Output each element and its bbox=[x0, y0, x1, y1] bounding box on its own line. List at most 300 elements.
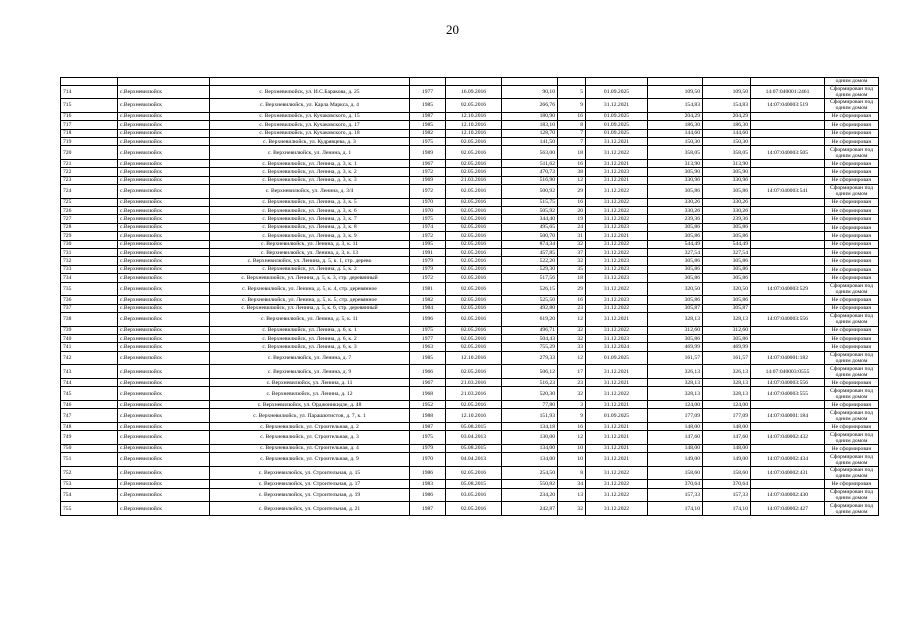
value-b-cell: 109,50 bbox=[703, 85, 751, 99]
area-cell: 619,20 bbox=[502, 312, 558, 326]
table-row bbox=[61, 112, 879, 120]
settlement-cell: с.Верхневилюйск bbox=[118, 326, 210, 334]
land-status-cell: Не сформирован bbox=[825, 480, 879, 488]
flats-count-cell: 9 bbox=[558, 409, 586, 423]
address-cell: с. Верхневилюйск, ул. Ленина, д. 11 bbox=[210, 378, 410, 386]
planned-date-cell: 31.12.2022 bbox=[586, 480, 648, 488]
value-b-cell: 305,86 bbox=[703, 232, 751, 240]
table-row bbox=[61, 215, 879, 223]
planned-date-cell: 31.12.2022 bbox=[586, 185, 648, 199]
build-year-cell: 1985 bbox=[410, 121, 446, 129]
land-status-cell: Не сформирован bbox=[825, 159, 879, 167]
planned-date-cell: 31.12.2022 bbox=[586, 207, 648, 215]
table-row bbox=[61, 265, 879, 273]
value-a-cell: 239,36 bbox=[648, 215, 703, 223]
table-row bbox=[61, 453, 879, 467]
area-cell: 279,33 bbox=[502, 351, 558, 365]
planned-date-cell: 31.12.2021 bbox=[586, 378, 648, 386]
value-b-cell: 327,54 bbox=[703, 249, 751, 257]
cadastral-number-cell bbox=[751, 265, 825, 273]
flats-count-cell: 32 bbox=[558, 387, 586, 401]
build-year-cell: 1952 bbox=[410, 400, 446, 408]
area-cell: 506,12 bbox=[502, 365, 558, 379]
flats-count-cell: 12 bbox=[558, 431, 586, 445]
table-row bbox=[61, 185, 879, 199]
area-cell: 517,56 bbox=[502, 274, 558, 282]
planned-date-cell: 31.12.2022 bbox=[586, 198, 648, 206]
table-row bbox=[61, 249, 879, 257]
cadastral-number-cell bbox=[751, 121, 825, 129]
flats-count-cell: 13 bbox=[558, 488, 586, 502]
build-year-cell: 1979 bbox=[410, 265, 446, 273]
area-cell: 77,80 bbox=[502, 400, 558, 408]
address-cell: с. Верхневилюйск, ул. Ленина, д. 9 bbox=[210, 365, 410, 379]
value-a-cell: 204,29 bbox=[648, 112, 703, 120]
area-cell: 151,93 bbox=[502, 409, 558, 423]
address-cell: с. Верхневилюйск, ул. Строительная, д. 4 bbox=[210, 444, 410, 452]
land-status-cell: Не сформирован bbox=[825, 296, 879, 304]
value-a-cell: 305,86 bbox=[648, 274, 703, 282]
survey-date-cell: 12.10.2016 bbox=[446, 409, 502, 423]
housing-register-table bbox=[60, 77, 879, 516]
value-b-cell: 305,90 bbox=[703, 168, 751, 176]
survey-date-cell: 03.05.2016 bbox=[446, 488, 502, 502]
table-row bbox=[61, 387, 879, 401]
land-status-cell: Не сформирован bbox=[825, 121, 879, 129]
address-cell: с. Верхневилюйск, ул. Ленина, д. 5, к. 2 bbox=[210, 265, 410, 273]
table-row bbox=[61, 502, 879, 516]
value-a-cell: 186,30 bbox=[648, 121, 703, 129]
address-cell: с. Верхневилюйск, ул. Ленина, д. 3, к. 2 bbox=[210, 168, 410, 176]
land-status-cell: Не сформирован bbox=[825, 274, 879, 282]
flats-count-cell: 34 bbox=[558, 480, 586, 488]
build-year-cell: 1970 bbox=[410, 207, 446, 215]
flats-count-cell: 29 bbox=[558, 185, 586, 199]
row-number: 726 bbox=[61, 207, 118, 215]
value-b-cell: 148,00 bbox=[703, 422, 751, 430]
value-b-cell: 328,13 bbox=[703, 378, 751, 386]
area-cell: 242,87 bbox=[502, 502, 558, 516]
survey-date-cell: 02.05.2016 bbox=[446, 304, 502, 312]
address-cell: с. Верхневилюйск, ул. Ленина, д. 3, к. 5 bbox=[210, 198, 410, 206]
value-a-cell: 305,86 bbox=[648, 232, 703, 240]
area-cell: 344,40 bbox=[502, 215, 558, 223]
area-cell: 128,70 bbox=[502, 129, 558, 137]
land-status-cell: Не сформирован bbox=[825, 176, 879, 184]
table-row bbox=[61, 334, 879, 342]
area-cell: 526,15 bbox=[502, 282, 558, 296]
table-row bbox=[61, 257, 879, 265]
build-year-cell: 1987 bbox=[410, 502, 446, 516]
cadastral-number-cell bbox=[751, 137, 825, 145]
row-number: 730 bbox=[61, 240, 118, 248]
land-status-cell: Не сформирован bbox=[825, 232, 879, 240]
build-year-cell: 1991 bbox=[410, 249, 446, 257]
cadastral-number-cell: 14:07:040003:556 bbox=[751, 312, 825, 326]
address-cell: с. Верхневилюйск, ул. Ленина, д. 6, к. 1 bbox=[210, 326, 410, 334]
survey-date-cell: 21.03.2016 bbox=[446, 176, 502, 184]
area-cell: 266,76 bbox=[502, 99, 558, 113]
row-number: 746 bbox=[61, 400, 118, 408]
survey-date-cell: 02.05.2016 bbox=[446, 168, 502, 176]
row-number: 752 bbox=[61, 466, 118, 480]
cadastral-number-cell: 14:07:040002:430 bbox=[751, 488, 825, 502]
address-cell: с. Верхневилюйск, ул. Кудрявцева, д. 3 bbox=[210, 137, 410, 145]
settlement-cell: с.Верхневилюйск bbox=[118, 240, 210, 248]
row-number: 714 bbox=[61, 85, 118, 99]
survey-date-cell: 04.04.2013 bbox=[446, 453, 502, 467]
table-row bbox=[61, 326, 879, 334]
planned-date-cell: 01.09.2025 bbox=[586, 121, 648, 129]
row-number: 720 bbox=[61, 146, 118, 160]
land-status-cell: Сформирован под одним домом bbox=[825, 488, 879, 502]
value-a-cell: 147,60 bbox=[648, 431, 703, 445]
address-cell: с. Верхневилюйск, ул. Ленина, д. 6, к. 3 bbox=[210, 343, 410, 351]
address-cell: с. Верхневилюйск, ул. Строительная, д. 3 bbox=[210, 431, 410, 445]
settlement-cell: с.Верхневилюйск bbox=[118, 387, 210, 401]
survey-date-cell: 02.05.2016 bbox=[446, 312, 502, 326]
row-number: 728 bbox=[61, 223, 118, 231]
flats-count-cell: 37 bbox=[558, 249, 586, 257]
row-number: 745 bbox=[61, 387, 118, 401]
settlement-cell: с.Верхневилюйск bbox=[118, 168, 210, 176]
address-cell: с. Верхневилюйск, ул. Ленина, д. 3, к. 11 bbox=[210, 240, 410, 248]
survey-date-cell: 05.08.2015 bbox=[446, 480, 502, 488]
flats-count-cell: 38 bbox=[558, 168, 586, 176]
address-cell: с. Верхневилюйск, ул. Строительная, д. 15 bbox=[210, 466, 410, 480]
flats-count-cell: 23 bbox=[558, 304, 586, 312]
value-b-cell: 305,87 bbox=[703, 304, 751, 312]
table-row bbox=[61, 223, 879, 231]
build-year-cell: 1979 bbox=[410, 444, 446, 452]
flats-count-cell: 16 bbox=[558, 422, 586, 430]
table-row bbox=[61, 480, 879, 488]
address-cell: с. Верхневилюйск, ул. Ленина, д. 5, к. 6, стр. деревянный bbox=[210, 304, 410, 312]
planned-date-cell: 31.12.2021 bbox=[586, 99, 648, 113]
table-row bbox=[61, 282, 879, 296]
value-b-cell: 370,64 bbox=[703, 480, 751, 488]
area-cell: 755,29 bbox=[502, 343, 558, 351]
flats-count-cell: 32 bbox=[558, 502, 586, 516]
survey-date-cell: 03.04.2013 bbox=[446, 431, 502, 445]
land-status-cell: Не сформирован bbox=[825, 223, 879, 231]
cadastral-number-cell: 14:07:040002:427 bbox=[751, 502, 825, 516]
value-b-cell: 161,57 bbox=[703, 351, 751, 365]
value-a-cell: 313,90 bbox=[648, 159, 703, 167]
cadastral-number-cell bbox=[751, 112, 825, 120]
table-row bbox=[61, 431, 879, 445]
survey-date-cell: 02.05.2016 bbox=[446, 249, 502, 257]
settlement-cell: с.Верхневилюйск bbox=[118, 444, 210, 452]
settlement-cell: с.Верхневилюйск bbox=[118, 304, 210, 312]
row-number: 723 bbox=[61, 176, 118, 184]
value-a-cell: 330,26 bbox=[648, 207, 703, 215]
flats-count-cell: 32 bbox=[558, 326, 586, 334]
area-cell: 180,90 bbox=[502, 112, 558, 120]
value-b-cell: 157,33 bbox=[703, 488, 751, 502]
land-status-cell: Сформирован под одним домом bbox=[825, 312, 879, 326]
survey-date-cell: 02.05.2016 bbox=[446, 146, 502, 160]
area-cell: 234,20 bbox=[502, 488, 558, 502]
value-b-cell: 469,99 bbox=[703, 343, 751, 351]
build-year-cell: 1985 bbox=[410, 351, 446, 365]
survey-date-cell: 02.05.2016 bbox=[446, 232, 502, 240]
flats-count-cell: 24 bbox=[558, 223, 586, 231]
planned-date-cell: 31.12.2022 bbox=[586, 282, 648, 296]
cadastral-number-cell bbox=[751, 215, 825, 223]
land-status-cell: Не сформирован bbox=[825, 334, 879, 342]
area-cell: 511,62 bbox=[502, 159, 558, 167]
planned-date-cell: 01.09.2025 bbox=[586, 129, 648, 137]
cadastral-number-cell bbox=[751, 257, 825, 265]
land-status-cell: Сформирован под одним домом bbox=[825, 85, 879, 99]
build-year-cell: 1996 bbox=[410, 312, 446, 326]
row-number: 749 bbox=[61, 431, 118, 445]
survey-date-cell: 02.05.2016 bbox=[446, 400, 502, 408]
settlement-cell: с.Верхневилюйск bbox=[118, 265, 210, 273]
cadastral-number-cell bbox=[751, 400, 825, 408]
cadastral-number-cell bbox=[751, 422, 825, 430]
planned-date-cell: 31.12.2022 bbox=[586, 240, 648, 248]
row-number: 735 bbox=[61, 282, 118, 296]
row-number: 755 bbox=[61, 502, 118, 516]
address-cell: с. Верхневилюйск, ул. Ленина, д. 5, к. 5, стр. деревянное bbox=[210, 296, 410, 304]
survey-date-cell: 02.05.2016 bbox=[446, 466, 502, 480]
land-status-cell: Не сформирован bbox=[825, 343, 879, 351]
cadastral-number-cell: 14:07:040003:505 bbox=[751, 146, 825, 160]
table-row bbox=[61, 129, 879, 137]
survey-date-cell: 02.05.2016 bbox=[446, 282, 502, 296]
area-cell: 457,85 bbox=[502, 249, 558, 257]
value-b-cell: 358,05 bbox=[703, 146, 751, 160]
cadastral-number-cell bbox=[751, 480, 825, 488]
table-row bbox=[61, 304, 879, 312]
settlement-cell: с.Верхневилюйск bbox=[118, 185, 210, 199]
table-row bbox=[61, 207, 879, 215]
cadastral-number-cell bbox=[751, 176, 825, 184]
table-row bbox=[61, 176, 879, 184]
build-year-cell: 1969 bbox=[410, 176, 446, 184]
area-cell: 183,10 bbox=[502, 121, 558, 129]
row-number: 754 bbox=[61, 488, 118, 502]
value-a-cell: 177,09 bbox=[648, 409, 703, 423]
table-row bbox=[61, 232, 879, 240]
value-a-cell: 328,13 bbox=[648, 312, 703, 326]
value-b-cell: 124,00 bbox=[703, 400, 751, 408]
settlement-cell: с.Верхневилюйск bbox=[118, 296, 210, 304]
planned-date-cell: 31.12.2021 bbox=[586, 422, 648, 430]
row-number: 748 bbox=[61, 422, 118, 430]
cadastral-number-cell: 14:07:040002:431 bbox=[751, 466, 825, 480]
row-number: 750 bbox=[61, 444, 118, 452]
survey-date-cell: 21.03.2016 bbox=[446, 387, 502, 401]
table-row bbox=[61, 422, 879, 430]
settlement-cell: с.Верхневилюйск bbox=[118, 409, 210, 423]
flats-count-cell: 8 bbox=[558, 466, 586, 480]
flats-count-cell: 9 bbox=[558, 99, 586, 113]
land-status-cell: Не сформирован bbox=[825, 240, 879, 248]
row-number: 747 bbox=[61, 409, 118, 423]
build-year-cell: 1986 bbox=[410, 488, 446, 502]
land-status-cell: Сформирован под одним домом bbox=[825, 282, 879, 296]
value-b-cell: 177,09 bbox=[703, 409, 751, 423]
value-b-cell: 326,13 bbox=[703, 365, 751, 379]
cadastral-number-cell bbox=[751, 444, 825, 452]
value-a-cell: 174,10 bbox=[648, 502, 703, 516]
area-cell: 496,71 bbox=[502, 326, 558, 334]
address-cell: с. Верхневилюйск, ул. Строительная, д. 19 bbox=[210, 488, 410, 502]
cadastral-number-cell bbox=[751, 343, 825, 351]
table-row bbox=[61, 444, 879, 452]
table-row bbox=[61, 378, 879, 386]
land-status-cell: Сформирован под одним домом bbox=[825, 453, 879, 467]
planned-date-cell: 31.12.2023 bbox=[586, 265, 648, 273]
address-cell: с. Верхневилюйск, ул. Парашютистов, д. 7, к. 1 bbox=[210, 409, 410, 423]
table-row bbox=[61, 85, 879, 99]
build-year-cell: 1972 bbox=[410, 168, 446, 176]
address-cell: с. Верхневилюйск, ул. И.С.Баракова, д. 25 bbox=[210, 85, 410, 99]
cadastral-number-cell: 14:07:040003:556 bbox=[751, 378, 825, 386]
value-a-cell: 330,96 bbox=[648, 176, 703, 184]
settlement-cell: с.Верхневилюйск bbox=[118, 282, 210, 296]
flats-count-cell: 16 bbox=[558, 296, 586, 304]
table-row bbox=[61, 137, 879, 145]
settlement-cell: с.Верхневилюйск bbox=[118, 232, 210, 240]
row-number: 737 bbox=[61, 304, 118, 312]
page-number: 20 bbox=[446, 22, 459, 37]
row-number: 721 bbox=[61, 159, 118, 167]
value-a-cell: 544,49 bbox=[648, 240, 703, 248]
area-cell: 525,50 bbox=[502, 296, 558, 304]
value-a-cell: 109,50 bbox=[648, 85, 703, 99]
settlement-cell: с.Верхневилюйск bbox=[118, 334, 210, 342]
row-number: 753 bbox=[61, 480, 118, 488]
planned-date-cell: 31.12.2023 bbox=[586, 257, 648, 265]
flats-count-cell: 29 bbox=[558, 282, 586, 296]
planned-date-cell: 31.12.2024 bbox=[586, 343, 648, 351]
address-cell: с. Верхневилюйск, ул. Орджоникидзе, д. 48 bbox=[210, 400, 410, 408]
build-year-cell: 1975 bbox=[410, 431, 446, 445]
build-year-cell: 1982 bbox=[410, 296, 446, 304]
address-cell: с. Верхневилюйск, ул. Строительная, д. 9 bbox=[210, 453, 410, 467]
land-status-cell: Сформирован под одним домом bbox=[825, 409, 879, 423]
area-cell: 516,90 bbox=[502, 176, 558, 184]
build-year-cell: 1984 bbox=[410, 304, 446, 312]
survey-date-cell: 02.05.2016 bbox=[446, 207, 502, 215]
planned-date-cell: 31.12.2023 bbox=[586, 274, 648, 282]
flats-count-cell: 12 bbox=[558, 312, 586, 326]
row-number: 751 bbox=[61, 453, 118, 467]
survey-date-cell: 16.09.2016 bbox=[446, 85, 502, 99]
land-status-cell: Сформирован под одним домом bbox=[825, 185, 879, 199]
survey-date-cell: 02.05.2016 bbox=[446, 326, 502, 334]
value-a-cell: 161,57 bbox=[648, 351, 703, 365]
build-year-cell: 1985 bbox=[410, 99, 446, 113]
address-cell: с. Верхневилюйск, ул. Ленина, д. 3, к. 7 bbox=[210, 215, 410, 223]
land-status-cell: Сформирован под одним домом bbox=[825, 466, 879, 480]
planned-date-cell: 31.12.2023 bbox=[586, 223, 648, 231]
cadastral-number-cell: 14:07:040003:541 bbox=[751, 185, 825, 199]
cadastral-number-cell bbox=[751, 240, 825, 248]
survey-date-cell: 02.05.2016 bbox=[446, 502, 502, 516]
value-a-cell: 149,00 bbox=[648, 453, 703, 467]
settlement-cell: с.Верхневилюйск bbox=[118, 488, 210, 502]
land-status-cell: Не сформирован bbox=[825, 137, 879, 145]
area-cell: 515,75 bbox=[502, 198, 558, 206]
survey-date-cell: 02.05.2016 bbox=[446, 343, 502, 351]
settlement-cell: с.Верхневилюйск bbox=[118, 378, 210, 386]
row-number: 722 bbox=[61, 168, 118, 176]
area-cell: 470,73 bbox=[502, 168, 558, 176]
row-number: 715 bbox=[61, 99, 118, 113]
value-a-cell: 305,86 bbox=[648, 296, 703, 304]
cadastral-number-cell bbox=[751, 334, 825, 342]
area-cell: 134,18 bbox=[502, 422, 558, 430]
settlement-cell: с.Верхневилюйск bbox=[118, 502, 210, 516]
planned-date-cell: 31.12.2022 bbox=[586, 488, 648, 502]
planned-date-cell: 31.12.2022 bbox=[586, 326, 648, 334]
address-cell: с. Верхневилюйск, ул. Строительная, д. 21 bbox=[210, 502, 410, 516]
table-row bbox=[61, 312, 879, 326]
planned-date-cell: 31.12.2022 bbox=[586, 304, 648, 312]
address-cell: с. Верхневилюйск, ул. Ленина, д. 3, к. 9 bbox=[210, 232, 410, 240]
build-year-cell: 1975 bbox=[410, 215, 446, 223]
build-year-cell: 1977 bbox=[410, 85, 446, 99]
planned-date-cell: 31.12.2021 bbox=[586, 365, 648, 379]
settlement-cell: с.Верхневилюйск bbox=[118, 198, 210, 206]
table-row bbox=[61, 159, 879, 167]
settlement-cell: с.Верхневилюйск bbox=[118, 99, 210, 113]
survey-date-cell: 02.05.2016 bbox=[446, 198, 502, 206]
row-number: 732 bbox=[61, 257, 118, 265]
flats-count-cell: 5 bbox=[558, 85, 586, 99]
flats-count-cell: 3 bbox=[558, 400, 586, 408]
value-b-cell: 313,90 bbox=[703, 159, 751, 167]
build-year-cell: 1966 bbox=[410, 365, 446, 379]
build-year-cell: 1974 bbox=[410, 223, 446, 231]
land-status-cell: Сформирован под одним домом bbox=[825, 431, 879, 445]
planned-date-cell: 31.12.2021 bbox=[586, 431, 648, 445]
address-cell: с. Верхневилюйск, ул. Строительная, д. 2 bbox=[210, 422, 410, 430]
flats-count-cell: 35 bbox=[558, 265, 586, 273]
settlement-cell: с.Верхневилюйск bbox=[118, 466, 210, 480]
planned-date-cell: 31.12.2021 bbox=[586, 453, 648, 467]
value-b-cell: 149,00 bbox=[703, 453, 751, 467]
cadastral-number-cell bbox=[751, 304, 825, 312]
flats-count-cell: 16 bbox=[558, 112, 586, 120]
cadastral-number-cell bbox=[751, 274, 825, 282]
address-cell: с. Верхневилюйск, ул. Ленина, д. 3, к. 13 bbox=[210, 249, 410, 257]
cadastral-number-cell bbox=[751, 223, 825, 231]
value-a-cell: 312,60 bbox=[648, 326, 703, 334]
flats-count-cell: 32 bbox=[558, 240, 586, 248]
land-status-cell: Сформирован под одним домом bbox=[825, 365, 879, 379]
address-cell: с. Верхневилюйск, ул. Ленина, д. 3, к. 6 bbox=[210, 207, 410, 215]
land-status-cell: Не сформирован bbox=[825, 168, 879, 176]
value-a-cell: 320,50 bbox=[648, 282, 703, 296]
planned-date-cell: 31.12.2021 bbox=[586, 312, 648, 326]
row-number: 742 bbox=[61, 351, 118, 365]
land-status-cell: Сформирован под одним домом bbox=[825, 387, 879, 401]
build-year-cell: 1972 bbox=[410, 185, 446, 199]
land-status-cell: Не сформирован bbox=[825, 215, 879, 223]
land-status-cell: Не сформирован bbox=[825, 112, 879, 120]
build-year-cell: 1975 bbox=[410, 137, 446, 145]
planned-date-cell: 31.12.2022 bbox=[586, 146, 648, 160]
survey-date-cell: 12.10.2016 bbox=[446, 121, 502, 129]
table-row bbox=[61, 466, 879, 480]
value-a-cell: 124,00 bbox=[648, 400, 703, 408]
